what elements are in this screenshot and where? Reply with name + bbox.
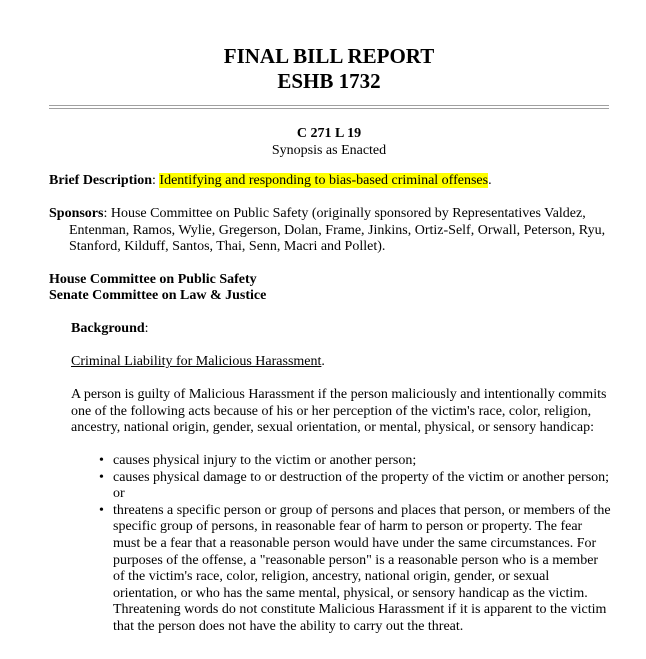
house-committee: House Committee on Public Safety (49, 272, 257, 287)
list-item (97, 453, 611, 470)
sponsors-label: Sponsors (49, 206, 104, 221)
background-paragraph: A person is guilty of Malicious Harassment if the person maliciously and intentionally commits one of the following acts because of his or her perception of the victim's race, color, religion, ancestry, national origin, gender, sexual orientation, or mental, physical, or sensory handicap: (71, 387, 607, 436)
list-item (97, 503, 611, 636)
brief-description-colon: : (152, 173, 156, 188)
list-item-text: causes physical injury to the victim or another person; (113, 453, 417, 468)
subheading-text: Criminal Liability for Malicious Harassment (71, 354, 322, 369)
header-divider-bottom (49, 108, 609, 109)
bullet-icon: • (99, 502, 104, 518)
brief-description (49, 173, 624, 190)
section-subheading (71, 354, 325, 371)
list-item-text: threatens a specific person or group of persons and places that person, or members of the specific group of persons, in reasonable fear of harm to person or property. The fear must be a fear that a reasonable person would have under the same circumstances. For purposes of the offense, a "reasonable person" is a reasonable person who is a member of the victim's race, color, religion, ancestry, national origin, gender, or sexual orientation, or who has the same mental, physical, or sensory handicap as the victim. Threatening words do not constitute Malicious Harassment if it is apparent to the victim that the person does not have the ability to carry out the threat. (113, 502, 611, 634)
brief-description-text: Identifying and responding to bias-based criminal offenses (159, 173, 489, 188)
sponsors (49, 206, 634, 256)
background-label: Background (71, 321, 145, 336)
background-heading (71, 321, 149, 338)
list-item (97, 470, 611, 503)
brief-description-label: Brief Description (49, 173, 153, 188)
background-colon: : (144, 321, 149, 336)
bullet-icon: • (99, 469, 104, 485)
list-item-text: causes physical damage to or destruction of the property of the victim or another person; or (113, 469, 610, 502)
report-title: FINAL BILL REPORT (223, 44, 435, 68)
synopsis-label: Synopsis as Enacted (271, 143, 387, 158)
brief-description-end: . (488, 173, 492, 188)
bullet-icon: • (99, 453, 104, 468)
bill-number: ESHB 1732 (277, 69, 381, 93)
subheading-end: . (321, 354, 325, 369)
sponsors-text: : House Committee on Public Safety (originally sponsored by Representatives Valdez, Entenman, Ramos, Wylie, Gregerson, Dolan, Frame, Jinkins, Ortiz-Self, Orwall, Peterson, Ryu, Stanford, Kilduff, Santos, Thai, Senn, Macri and Pollet). (69, 206, 606, 255)
chapter-citation: C 271 L 19 (296, 126, 362, 141)
senate-committee: Senate Committee on Law & Justice (49, 288, 267, 303)
bullet-list (97, 453, 611, 636)
header-divider-top (49, 105, 609, 106)
